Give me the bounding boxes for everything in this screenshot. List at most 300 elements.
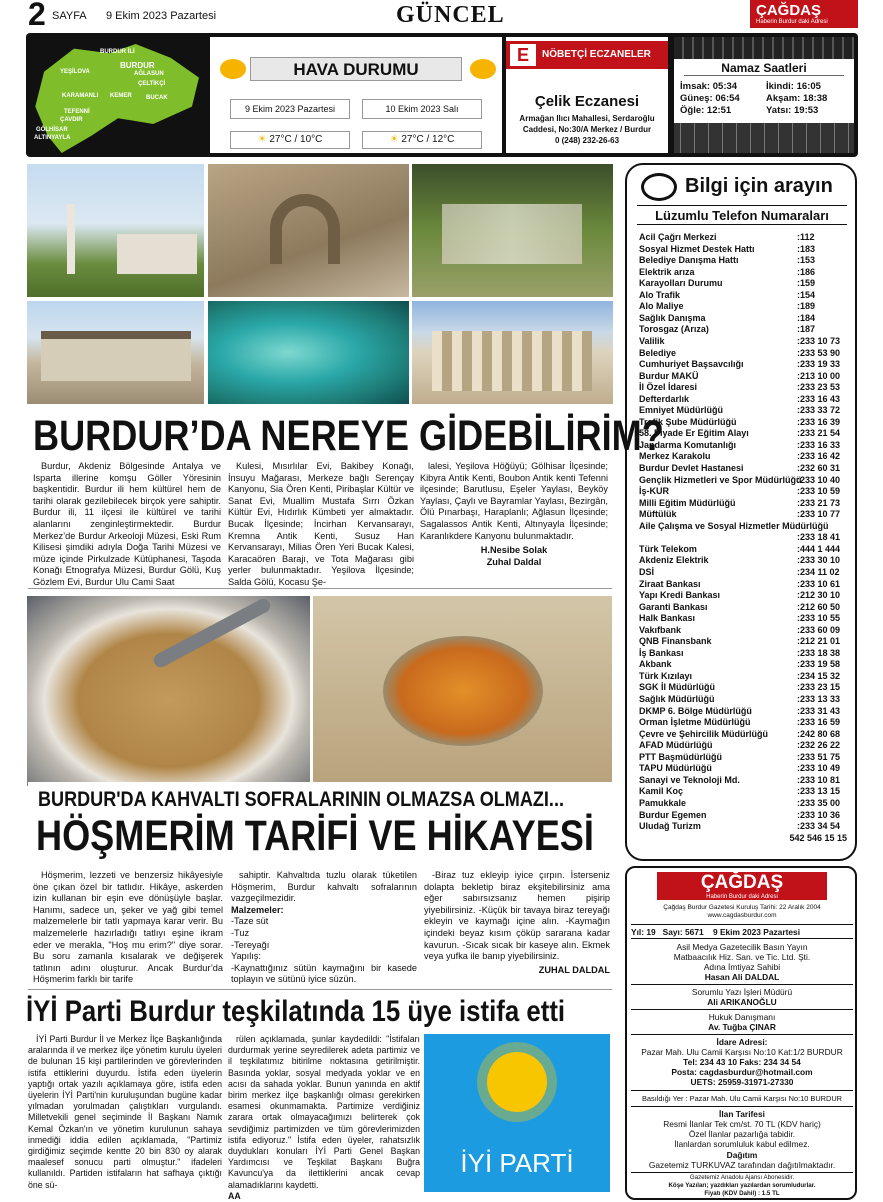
- phone-number: :212 60 50: [797, 601, 841, 612]
- article-text: -Kaynattığınız sütün kaymağını bir kasede toplayın ve sütünü iyice süzün.: [231, 962, 417, 985]
- phone-entry: [639, 427, 847, 439]
- owner-line: Asil Medya Gazetecilik Basın Yayın: [676, 942, 808, 952]
- pharmacy-badge: E: [510, 44, 536, 66]
- phone-label: İş Bankası: [639, 647, 684, 658]
- phone-number: :159: [797, 278, 816, 289]
- prayer-name: İmsak:: [680, 81, 711, 92]
- weather-temp: [362, 131, 482, 149]
- phone-number: :186: [797, 266, 816, 277]
- spoon-shape: [151, 596, 272, 669]
- phone-entry: [639, 289, 847, 301]
- map-label: KEMER: [110, 93, 132, 99]
- arch-shape: [270, 194, 340, 264]
- article-text: Burdur, Akdeniz Bölgesinde Antalya ve Isparta illerine komşu Göller Yöresinin başkentidir. Burdur ili hem kültürel hem de tarihi olarak gezilebilecek birçok yere sahiptir. Burdur ili, 11 ilçesi ile kültürel ve tarihi alanlarını zenginleştirmektedir. Burdur Merkez’de Burdur Arkeoloji Müzesi, Eski Rum Kilisesi şimdiki adıyla Doğa Tarihi Müzesi ve müze içinde Pirkulzade Kütüphanesi, Taşoda Konağı Etnografya Müzesi, Burdur Gölü, Kuş Gözlem Evi, Burdur Ulu Cami Saat: [33, 461, 221, 587]
- phone-label: Vakıfbank: [639, 624, 682, 635]
- phone-entry: [639, 832, 847, 844]
- map-label: ÇAVDIR: [60, 117, 83, 123]
- phone-label: Acil Çağrı Merkezi: [639, 232, 717, 242]
- phone-number: :233 16 59: [797, 717, 841, 728]
- article-text: lalesi, Yeşilova Höğüyü; Gölhisar İlçesinde; Kibyra Antik Kenti, Boubon Antik kenti Tefenni ilçesinde; Barutlusu, Eşeler Yaylası, Beyköy Yaylası, Çaylı ve Bayramlar Yaylası, Bezirgân, Ölü Pınarbaşı, Haraplanlı; Ağlasun İlçesinde; Sagalassos Antik Kenti, Altınyayla İlçesinde; Karanlıkdere Kanyonu bulunmaktadır.: [420, 461, 608, 541]
- phone-label: Sosyal Hizmet Destek Hattı: [639, 243, 755, 254]
- phone-entry: [639, 254, 847, 266]
- pharmacy-heading: NÖBETÇİ ECZANELER: [542, 49, 651, 60]
- phone-label: Halk Bankası: [639, 613, 696, 624]
- phone-number: :212 30 10: [797, 590, 841, 601]
- admin-line: Posta: cagdasburdur@hotmail.com: [671, 1067, 813, 1077]
- map-label: ÇELTİKÇİ: [138, 81, 166, 87]
- map-label: BURDUR İLİ: [100, 49, 135, 55]
- phone-entry: [639, 404, 847, 416]
- logo-slogan: Haberin Burdur daki Adresi: [756, 19, 828, 25]
- article-text: sahiptir. Kahvaltıda tuzlu olarak tüketilen Höşmerim, Burdur kahvaltı sofralarının vazgeçilmezidir.: [231, 870, 417, 904]
- weather-title: HAVA DURUMU: [250, 57, 462, 81]
- author: Zuhal Daldal: [486, 556, 542, 567]
- author: ZUHAL DALDAL: [538, 964, 610, 975]
- phone-number: :184: [797, 312, 816, 323]
- phone-entry: [639, 335, 847, 347]
- article-text: İYİ Parti Burdur İl ve Merkez İlçe Başkanlığında aralarında il ve merkez ilçe yönetim kurulu üyeleri de bulunan 15 kişi partilerinden ve görevlerinden istifa ettiklerini duyurdu. İstifa eden üyelerin yaptığı ortak yazılı açıklamaya göre, istifa eden üyelerin İYİ Parti'nin kuruluşundan bugüne kadar yılmadan yorulmadan çalıştıkları vurgulandı. Milletvekili genel seçiminde İl Başkanı Namık Kemal Özkan'ın ve yönetim kurulunun sahaya inmediği iddia edilen açıklamada, "Partimiz girdiğimiz seçimde kentte 20 bin 830 oy alarak maalesef sonucu parti olmuştur." ifadeleri kullanıldı. Partiden istifaların hat safhaya çıktığı öne sü-: [28, 1034, 222, 1190]
- phone-number: :233 23 53: [797, 382, 841, 393]
- prayer-value: 05:34: [712, 81, 738, 92]
- footer-line: Gazetemiz Anadolu Ajansı Abonesidir.: [689, 1174, 795, 1181]
- phone-number: :233 10 40: [797, 474, 841, 485]
- ancient-columns-photo: [412, 301, 613, 404]
- website: www.cagdasburdur.com: [707, 912, 777, 919]
- ruins-arch-photo: [208, 164, 409, 297]
- iyi-parti-logo: [424, 1034, 610, 1192]
- phone-entry: [639, 716, 847, 728]
- phone-number: :233 21 73: [797, 497, 841, 508]
- pharmacy-name: Çelik Eczanesi: [534, 93, 640, 110]
- phone-entry: [639, 243, 847, 255]
- article-text: -Biraz tuz ekleyip iyice çırpın. İsterseniz dolapta bekletip biraz ekşitebilirsiniz ama eğer sabırsızsanız hemen pişirip yiyebilirsiniz. -Küçük bir tavaya biraz tereyağı ekleyin ve kaymağı içine alın. -Kaymağın içindeki beyaz kısım çöküp sararana kadar kavurun. -Sıcak sıcak bir kaseye alın. Ekmek veya yufka ile banıp yiyebilirsiniz.: [424, 870, 610, 962]
- weather-day: 9 Ekim 2023 Pazartesi: [230, 99, 350, 119]
- phone-number: :233 21 54: [797, 428, 841, 439]
- phone-number: :232 26 22: [797, 740, 841, 751]
- phone-entry: [639, 531, 847, 543]
- phone-label: Garanti Bankası: [639, 601, 708, 612]
- phone-number: :233 10 55: [797, 613, 841, 624]
- phone-label: Jandarma Komutanlığı: [639, 439, 737, 450]
- phone-label: Türk Kızılayı: [639, 670, 693, 681]
- owner-line: Adına İmtiyaz Sahibi: [703, 962, 781, 972]
- phone-label: TAPU Müdürlüğü: [639, 763, 712, 774]
- owner-name: Hasan Ali DALDAL: [704, 972, 780, 982]
- phone-entry: [639, 658, 847, 670]
- phone-label: Sağlık Danışma: [639, 312, 706, 323]
- issue-date: 9 Ekim 2023 Pazartesi: [106, 10, 217, 22]
- prayer-time: [766, 93, 827, 105]
- article-text: rülen açıklamada, şunlar kaydedildi: "İstifaları durdurmak yerine seyredilerek adeta partimiz ve il teşkilatımız bitirilme noktasına getirilmiştir. Basında yoklar, sosyal medyada yoklar ve en acısı da sahada yoklar. Bunun yanında en aktif birim merkez ilçe başkanlığı olması gerekirken esamesi okunmamakta. Partimize verdiğiniz zarara ortak olmayacağımızı belirterek çok sevdiğimiz partimizden ve tüm görevlerimizden istifa ediyoruz." İstifa eden üyeler, rahatsızlık duydukları konuları İYİ Parti Genel Başkan Yardımcısı ve Teşkilat Başkanı Buğra Kavuncu'ya da ilettiklerini ancak cevap alamadıklarını kaydetti.: [228, 1034, 420, 1190]
- materials-title: Malzemeler:: [231, 904, 284, 915]
- phone-number: :233 51 75: [797, 751, 841, 762]
- phone-label: SGK İl Müdürlüğü: [639, 682, 715, 693]
- phone-entry: [639, 277, 847, 289]
- sun-icon: ☀: [257, 134, 270, 145]
- phone-entry: [639, 624, 847, 636]
- info-band: [26, 33, 858, 157]
- prayer-time: [680, 93, 740, 105]
- news-source: AA: [228, 1190, 241, 1201]
- phone-label: Torosgaz (Arıza): [639, 324, 709, 335]
- historic-building-photo: [27, 301, 204, 404]
- mosque-photo: [27, 164, 204, 297]
- temp-value: 27°C / 12°C: [401, 134, 455, 145]
- ad-line: Resmi İlanlar Tek cm/st. 70 TL (KDV hariç): [663, 1119, 821, 1129]
- pharmacy-header: [506, 41, 668, 69]
- prayer-time: [680, 105, 731, 117]
- sun-icon: ☀: [389, 134, 402, 145]
- phone-number: :233 35 00: [797, 797, 841, 808]
- phone-label: DSİ: [639, 566, 655, 577]
- phone-label: Burdur MAKÜ: [639, 370, 699, 381]
- phone-number: :233 10 73: [797, 335, 841, 346]
- article-column: [424, 870, 610, 976]
- logo-slogan: Haberin Burdur daki Adresi: [706, 894, 778, 900]
- newspaper-logo: [750, 0, 858, 28]
- phone-entry: [639, 300, 847, 312]
- map-label: ALTINYAYLA: [34, 135, 71, 141]
- map-label: AĞLASUN: [134, 71, 164, 77]
- ad-line: İlanlardan sorumluluk kabul edilmez.: [674, 1139, 810, 1149]
- sun-cloud-icon: [220, 59, 246, 79]
- phone-number: :187: [797, 324, 816, 335]
- article-column: [228, 1034, 420, 1202]
- phone-entry: [639, 797, 847, 809]
- phone-number: :234 11 02: [797, 566, 840, 577]
- phone-label: Çevre ve Şehircilik Müdürlüğü: [639, 728, 769, 739]
- article-column: [420, 461, 608, 568]
- phone-label: Merkez Karakolu: [639, 451, 711, 462]
- logo-text: ÇAĞDAŞ: [700, 872, 784, 893]
- article-hosmerim-header: [28, 782, 612, 874]
- phone-number: :233 33 72: [797, 405, 841, 416]
- phone-entry: [639, 612, 847, 624]
- weather-day: 10 Ekim 2023 Salı: [362, 99, 482, 119]
- phone-label: Kamil Koç: [639, 786, 684, 797]
- phone-label: İş-KUR: [639, 486, 670, 497]
- phone-number: :233 16 39: [797, 416, 841, 427]
- phone-label: Alo Trafik: [639, 289, 681, 300]
- map-label: TEFENNİ: [64, 109, 90, 115]
- map-label: YEŞİLOVA: [60, 69, 90, 75]
- address-text: Armağan Ilıcı Mahallesi, Serdaroğlu Caddesi, No:30/A Merkez / Burdur: [519, 114, 655, 134]
- phone-entry: [639, 520, 847, 532]
- prayer-name: Güneş:: [680, 93, 713, 104]
- phone-entry: [639, 635, 847, 647]
- phone-entry: [639, 809, 847, 821]
- building-shape: [117, 234, 197, 274]
- article-headline: İYİ Parti Burdur teşkilatında 15 üye istifa etti: [26, 995, 566, 1028]
- phone-number: :233 18 41: [797, 532, 841, 543]
- phone-entry: [639, 347, 847, 359]
- admin-line: Tel: 234 43 10 Faks: 234 34 54: [683, 1057, 801, 1067]
- phone-number: :183: [797, 243, 816, 254]
- skyline-graphic: [674, 123, 854, 153]
- material-item: -Tereyağı: [231, 939, 270, 950]
- map-label: KARAMANLI: [62, 93, 99, 99]
- imprint-logo: [657, 872, 827, 900]
- legal-title: Hukuk Danışmanı: [708, 1012, 776, 1022]
- phone-entry: [639, 728, 847, 740]
- phone-entry: [639, 785, 847, 797]
- phone-label: AFAD Müdürlüğü: [639, 740, 713, 751]
- statue-row: [442, 204, 582, 264]
- phone-icon: [641, 173, 677, 201]
- phone-number: :233 19 58: [797, 659, 841, 670]
- phone-entry: [639, 416, 847, 428]
- phone-entry: [639, 566, 847, 578]
- phone-entry: [639, 820, 847, 832]
- article-column: [28, 1034, 222, 1191]
- phone-entry: [639, 439, 847, 451]
- phone-number: :242 80 68: [797, 728, 841, 739]
- making-title: Yapılış:: [231, 951, 261, 962]
- directory-subtitle: Lüzumlu Telefon Numaraları: [637, 205, 847, 225]
- print-location: Basıldığı Yer : Pazar Mah. Ulu Camii Karşısı No:10 BURDUR: [641, 1094, 843, 1103]
- phone-number: :234 15 32: [797, 670, 841, 681]
- divider: [28, 989, 612, 990]
- phone-entry: [639, 358, 847, 370]
- prayer-value: 19:53: [794, 105, 819, 116]
- phone-number: :212 21 01: [797, 636, 841, 647]
- phone-number: :233 10 59: [797, 486, 841, 497]
- logo-text: İYİ PARTİ: [460, 1148, 574, 1178]
- phone-label: Milli Eğitim Müdürlüğü: [639, 497, 736, 508]
- phone-entry: [639, 751, 847, 763]
- section-title: GÜNCEL: [396, 2, 505, 28]
- phone-number: :233 19 33: [797, 359, 841, 370]
- prayer-time: [680, 81, 737, 93]
- weather-temp: [230, 131, 350, 149]
- phone-number: :233 10 61: [797, 578, 841, 589]
- phone-number: :233 60 09: [797, 624, 841, 635]
- phone-text: 0 (248) 232-26-63: [554, 136, 620, 145]
- author: H.Nesibe Solak: [480, 545, 548, 556]
- phone-label: Trafik Şube Müdürlüğü: [639, 416, 737, 427]
- article-kicker: BURDUR'DA KAHVALTI SOFRALARININ OLMAZSA OLMAZI...: [38, 788, 564, 811]
- admin-line: Pazar Mah. Ulu Camii Karşısı No:10 Kat:1/2 BURDUR: [641, 1047, 843, 1057]
- footer-line: Fiyatı (KDV Dahil) : 1.5 TL: [704, 1190, 780, 1197]
- page-header: [28, 0, 858, 30]
- phone-entry: [639, 670, 847, 682]
- phone-number: :153: [797, 255, 816, 266]
- logo-text: ÇAĞDAŞ: [756, 2, 822, 19]
- phone-entry: [639, 266, 847, 278]
- phone-entry: [639, 554, 847, 566]
- phone-directory: [625, 163, 857, 861]
- article-column: [33, 870, 223, 986]
- phone-label: Burdur Egemen: [639, 809, 707, 820]
- hosmerim-bowl-photo: [27, 596, 310, 786]
- article-headline: HÖŞMERİM TARİFİ VE HİKAYESİ: [36, 812, 594, 860]
- phone-number: :233 10 36: [797, 809, 841, 820]
- phone-label: Elektrik arıza: [639, 266, 695, 277]
- phone-label: Orman İşletme Müdürlüğü: [639, 717, 751, 728]
- phone-label: Türk Telekom: [639, 543, 697, 554]
- phone-entry: [639, 393, 847, 405]
- phone-entry: [639, 450, 847, 462]
- prayer-value: 12:51: [706, 105, 732, 116]
- phone-entry: [639, 762, 847, 774]
- prayer-time: [766, 81, 821, 93]
- phone-number: :233 10 49: [797, 763, 841, 774]
- phone-number: :233 13 33: [797, 694, 841, 704]
- phone-label: DKMP 6. Bölge Müdürlüğü: [639, 705, 752, 716]
- phone-label: Belediye: [639, 347, 677, 358]
- phone-entry: [639, 774, 847, 786]
- sun-cloud-icon: [470, 59, 496, 79]
- phone-label: Aile Çalışma ve Sosyal Hizmetler Müdürlüğü: [639, 520, 829, 531]
- phone-number: :233 16 42: [797, 451, 841, 462]
- phone-entry: [639, 231, 847, 243]
- phone-entry: [639, 312, 847, 324]
- prayer-time: [766, 105, 818, 117]
- material-item: -Tuz: [231, 927, 250, 938]
- phone-entry: [639, 647, 847, 659]
- phone-number: :232 60 31: [797, 463, 841, 473]
- museum-hall-photo: [412, 164, 613, 297]
- phone-entry: [639, 497, 847, 509]
- phone-number: :154: [797, 289, 816, 300]
- phone-number: :233 10 77: [797, 509, 841, 520]
- dist-title: Dağıtım: [726, 1150, 758, 1160]
- prayer-name: Öğle:: [680, 105, 705, 116]
- phone-number: :233 30 10: [797, 555, 841, 566]
- temp-value: 27°C / 10°C: [269, 134, 323, 145]
- admin-line: UETS: 25959-31971-27330: [690, 1077, 794, 1087]
- map-label: BURDUR: [120, 61, 155, 70]
- map-labels: [30, 37, 206, 153]
- phone-label: Akbank: [639, 659, 672, 670]
- admin-title: İdare Adresi:: [716, 1037, 768, 1047]
- phone-label: Akdeniz Elektrik: [639, 555, 709, 566]
- article-column: [33, 461, 221, 589]
- phone-label: PTT Başmüdürlüğü: [639, 751, 722, 762]
- phone-label: Uludağ Turizm: [639, 821, 701, 832]
- phone-number: :233 23 15: [797, 682, 841, 693]
- phone-number: :233 18 38: [797, 647, 841, 658]
- phone-label: Cumhuriyet Başsavcılığı: [639, 359, 744, 370]
- phone-entry: [639, 323, 847, 335]
- prayer-value: 18:38: [802, 93, 828, 104]
- weather-panel: [210, 37, 502, 153]
- ad-title: İlan Tarifesi: [719, 1109, 765, 1119]
- phone-entry: [639, 589, 847, 601]
- phone-entry: [639, 485, 847, 497]
- phone-entry: [639, 474, 847, 486]
- phone-entry: [639, 462, 847, 474]
- editor-name: Ali ARIKANOĞLU: [707, 997, 777, 1007]
- phone-label: Karayolları Durumu: [639, 278, 723, 289]
- editor-title: Sorumlu Yazı İşleri Müdürü: [691, 987, 793, 997]
- phone-number: 542 546 15 15: [789, 832, 847, 843]
- page-number: 2: [28, 0, 46, 32]
- phone-label: İl Özel İdaresi: [639, 382, 698, 393]
- pan-shape: [383, 636, 543, 746]
- prayer-name: Yatsı:: [766, 105, 792, 116]
- footer-line: Köşe Yazıları; yazdıkları yazılardan sorumludurlar.: [668, 1182, 816, 1189]
- phone-label: Gençlik Hizmetleri ve Spor Müdürlüğü: [639, 474, 802, 485]
- issue-number: Sayı: 5671: [662, 927, 704, 937]
- sun-icon: [487, 1052, 547, 1112]
- pharmacy-address: [506, 113, 668, 146]
- skyline-graphic: [674, 37, 854, 59]
- phone-entry: [639, 705, 847, 717]
- phone-label: Defterdarlık: [639, 393, 690, 404]
- phone-label: Emniyet Müdürlüğü: [639, 405, 723, 416]
- article-text: Kulesi, Mısırlılar Evi, Bakibey Konağı, İnsuyu Mağarası, Merkeze bağlı Serençay Kanyonu, Sia Ören Kenti, Piribaşlar Kültür ve Sanat Evi, Muallim Mustafa Sırrı Özkan Kültür Evi, Hıdırlık Kümbeti yer almaktadır. Bucak İlçesinde; İncirhan Kervansarayı, Kremna Antik Kenti, Susuz Han Kervansarayı, Milias Ören Yeri Bucak Kalesi, Karacaören Barajı, ve Tota Mağarası gibi yerler bulunmaktadır. Yeşilova İlçesinde; Salda Gölü, Kocasu Şe-: [228, 461, 414, 587]
- salda-lake-photo: [208, 301, 409, 404]
- phone-label: Valilik: [639, 335, 665, 346]
- phone-entry: [639, 370, 847, 382]
- building-shape: [41, 331, 191, 381]
- phone-number: :233 10 81: [797, 774, 841, 785]
- phone-entry: [639, 508, 847, 520]
- article-column: [231, 870, 417, 986]
- minaret-shape: [67, 204, 75, 274]
- imprint-box: [625, 866, 857, 1200]
- hosmerim-pan-photo: [313, 596, 612, 786]
- prayer-name: Akşam:: [766, 93, 801, 104]
- owner-line: Matbaacılık Hiz. San. ve Tic. Ltd. Şti.: [673, 952, 811, 962]
- issue-date: 9 Ekim 2023 Pazartesi: [712, 927, 801, 937]
- article-headline: BURDUR’DA NEREYE GİDEBİLİRİM?: [33, 412, 664, 460]
- phone-label: Ziraat Bankası: [639, 578, 701, 589]
- phone-label: Burdur Devlet Hastanesi: [639, 463, 744, 473]
- phone-label: Yapı Kredi Bankası: [639, 590, 721, 601]
- phone-label: Pamukkale: [639, 797, 687, 808]
- phone-entry: [639, 543, 847, 555]
- prayer-value: 16:05: [796, 81, 821, 92]
- phone-label: Sanayi ve Teknoloji Md.: [639, 774, 740, 785]
- phone-number: :112: [797, 232, 815, 242]
- phone-label: Müftülük: [639, 509, 677, 520]
- material-item: -Taze süt: [231, 916, 269, 927]
- phone-label: Alo Maliye: [639, 301, 684, 312]
- ad-line: Özel İlanlar pazarlığa tabidir.: [688, 1129, 796, 1139]
- phone-entry: [639, 681, 847, 693]
- phone-number: :444 1 444: [797, 543, 841, 554]
- map-label: BUCAK: [146, 95, 168, 101]
- phone-label: Belediye Danışma Hattı: [639, 255, 739, 266]
- phone-number: :233 13 15: [797, 786, 841, 797]
- dist-text: Gazetemiz TURKUVAZ tarafından dağıtılmaktadır.: [648, 1160, 836, 1170]
- phone-entry: [639, 381, 847, 393]
- phone-number: :213 10 00: [797, 370, 841, 381]
- phone-number: :189: [797, 301, 816, 312]
- map-label: GÖLHİSAR: [36, 127, 68, 133]
- phone-number: :233 34 54: [797, 821, 841, 832]
- phone-entry: [639, 739, 847, 751]
- phone-number: :233 16 43: [797, 393, 841, 404]
- columns-shape: [432, 331, 592, 391]
- phone-label: QNB Finansbank: [639, 636, 712, 647]
- prayer-title: Namaz Saatleri: [684, 61, 844, 76]
- phone-number: :233 53 90: [797, 347, 841, 358]
- prayer-panel: [674, 37, 854, 153]
- article-column: [228, 461, 414, 589]
- prayer-value: 06:54: [715, 93, 740, 104]
- issue-info: [631, 927, 853, 937]
- article-text: Höşmerim, lezzeti ve benzersiz hikâyesiyle öne çıkan özel bir tatlıdır. Hikâye, askerden izin kullanan bir eşin eve dönüşüyle başlar. Hanımı, sadece un, şeker ve yağ gibi temel malzemelerle bir tatlı yapmaya karar verir. Bu malzemelerle hazırladığı tatlıyı eşine ikram eder ve merakla, "Hoş mu erim?" diye sorar. Bu soru zamanla kısalarak ve değişerek tatlının adını oluşturur. Ancak Burdur’da Höşmerim farklı bir tarife: [33, 870, 223, 985]
- founded-date: Çağdaş Burdur Gazetesi Kuruluş Tarihi: 22 Aralık 2004: [663, 904, 821, 911]
- pharmacy-panel: [506, 37, 668, 153]
- legal-name: Av. Tuğba ÇINAR: [708, 1022, 776, 1032]
- phone-label: Sağlık Müdürlüğü: [639, 694, 715, 704]
- directory-title: Bilgi için arayın: [685, 175, 833, 197]
- phone-number: :233 31 43: [797, 705, 841, 716]
